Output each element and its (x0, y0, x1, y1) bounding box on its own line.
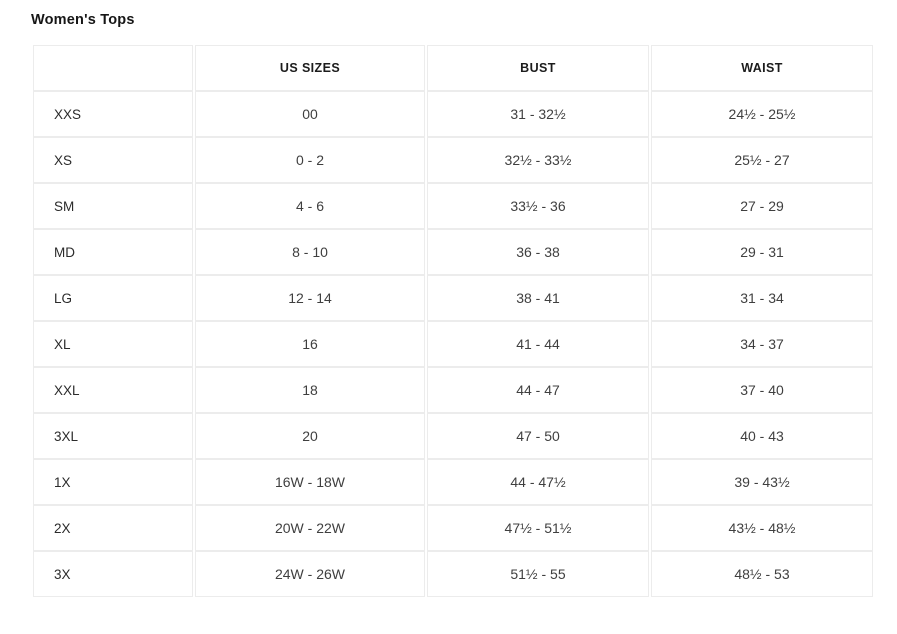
header-row (33, 45, 873, 91)
us-sizes-cell: 18 (195, 367, 425, 413)
size-label-cell: MD (33, 229, 193, 275)
waist-cell: 40 - 43 (651, 413, 873, 459)
waist-cell: 37 - 40 (651, 367, 873, 413)
us-sizes-cell: 20 (195, 413, 425, 459)
table-row (33, 413, 873, 459)
table-row (33, 367, 873, 413)
table-row (33, 505, 873, 551)
table-row (33, 183, 873, 229)
bust-cell: 31 - 32½ (427, 91, 649, 137)
waist-cell: 25½ - 27 (651, 137, 873, 183)
size-label-cell: XXL (33, 367, 193, 413)
size-label-cell: 3XL (33, 413, 193, 459)
table-row (33, 91, 873, 137)
bust-cell: 33½ - 36 (427, 183, 649, 229)
size-label-cell: XXS (33, 91, 193, 137)
bust-cell: 47½ - 51½ (427, 505, 649, 551)
waist-cell: 27 - 29 (651, 183, 873, 229)
bust-cell: 32½ - 33½ (427, 137, 649, 183)
column-header-bust: BUST (427, 45, 649, 91)
size-label-cell: 1X (33, 459, 193, 505)
size-chart-table (31, 45, 875, 597)
bust-cell: 44 - 47½ (427, 459, 649, 505)
waist-cell: 48½ - 53 (651, 551, 873, 597)
bust-cell: 47 - 50 (427, 413, 649, 459)
column-header-waist: WAIST (651, 45, 873, 91)
waist-cell: 34 - 37 (651, 321, 873, 367)
size-label-cell: SM (33, 183, 193, 229)
us-sizes-cell: 0 - 2 (195, 137, 425, 183)
table-row (33, 459, 873, 505)
page-title: Women's Tops (31, 12, 135, 28)
size-label-cell: 3X (33, 551, 193, 597)
us-sizes-cell: 8 - 10 (195, 229, 425, 275)
waist-cell: 29 - 31 (651, 229, 873, 275)
bust-cell: 38 - 41 (427, 275, 649, 321)
us-sizes-cell: 00 (195, 91, 425, 137)
column-header-size (33, 45, 193, 91)
size-label-cell: LG (33, 275, 193, 321)
waist-cell: 31 - 34 (651, 275, 873, 321)
size-chart-body (33, 91, 873, 597)
us-sizes-cell: 24W - 26W (195, 551, 425, 597)
us-sizes-cell: 12 - 14 (195, 275, 425, 321)
size-label-cell: XS (33, 137, 193, 183)
waist-cell: 39 - 43½ (651, 459, 873, 505)
bust-cell: 41 - 44 (427, 321, 649, 367)
us-sizes-cell: 4 - 6 (195, 183, 425, 229)
bust-cell: 44 - 47 (427, 367, 649, 413)
bust-cell: 51½ - 55 (427, 551, 649, 597)
us-sizes-cell: 16 (195, 321, 425, 367)
table-row (33, 275, 873, 321)
column-header-us-sizes: US SIZES (195, 45, 425, 91)
table-row (33, 321, 873, 367)
table-row (33, 551, 873, 597)
table-row (33, 229, 873, 275)
us-sizes-cell: 16W - 18W (195, 459, 425, 505)
size-label-cell: XL (33, 321, 193, 367)
bust-cell: 36 - 38 (427, 229, 649, 275)
size-label-cell: 2X (33, 505, 193, 551)
waist-cell: 43½ - 48½ (651, 505, 873, 551)
table-row (33, 137, 873, 183)
waist-cell: 24½ - 25½ (651, 91, 873, 137)
us-sizes-cell: 20W - 22W (195, 505, 425, 551)
